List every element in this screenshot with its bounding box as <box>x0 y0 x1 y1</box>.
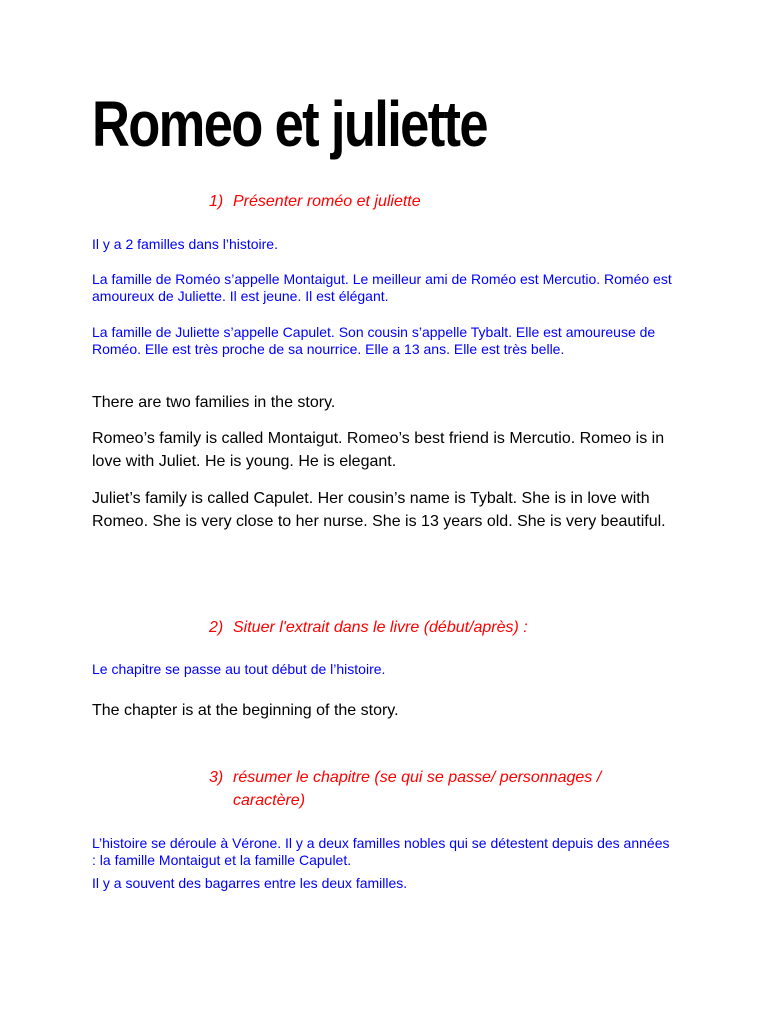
french-paragraph: L’histoire se déroule à Vérone. Il y a deux familles nobles qui se détestent depuis des années : la famille Montaigut et la famille Capulet. <box>92 835 670 868</box>
section-number: 1) <box>209 193 224 210</box>
french-paragraph: Il y a souvent des bagarres entre les deux familles. <box>92 875 408 891</box>
english-paragraph: Juliet’s family is called Capulet. Her cousin’s name is Tybalt. She is in love with Romeo. She is very close to her nurse. She is 13 years old. She is very beautiful. <box>92 490 666 530</box>
french-paragraph: Le chapitre se passe au tout début de l’histoire. <box>92 661 386 677</box>
section-heading-3 <box>209 766 663 812</box>
section-heading-text: Présenter roméo et juliette <box>233 193 421 210</box>
section-heading-text: résumer le chapitre (se qui se passe/ personnages / caractère) <box>233 769 602 809</box>
english-paragraph: The chapter is at the beginning of the story. <box>92 702 399 719</box>
section-heading-text: Situer l'extrait dans le livre (début/après) : <box>233 619 528 636</box>
section-heading-1 <box>209 190 673 213</box>
french-paragraph: La famille de Roméo s’appelle Montaigut. Le meilleur ami de Roméo est Mercutio. Roméo est amoureux de Juliette. Il est jeune. Il est élégant. <box>92 271 672 304</box>
english-paragraph: There are two families in the story. <box>92 394 336 411</box>
french-paragraph: La famille de Juliette s’appelle Capulet. Son cousin s’appelle Tybalt. Elle est amoureuse de Roméo. Elle est très proche de sa nourrice. Elle a 13 ans. Elle est très belle. <box>92 324 656 357</box>
document-title: Romeo et juliette <box>92 88 487 160</box>
section-number: 2) <box>209 619 224 636</box>
section-number: 3) <box>209 769 224 786</box>
english-paragraph: Romeo’s family is called Montaigut. Romeo’s best friend is Mercutio. Romeo is in love with Juliet. He is young. He is elegant. <box>92 430 665 470</box>
french-paragraph: Il y a 2 familles dans l’histoire. <box>92 236 278 252</box>
section-heading-2 <box>209 616 673 639</box>
